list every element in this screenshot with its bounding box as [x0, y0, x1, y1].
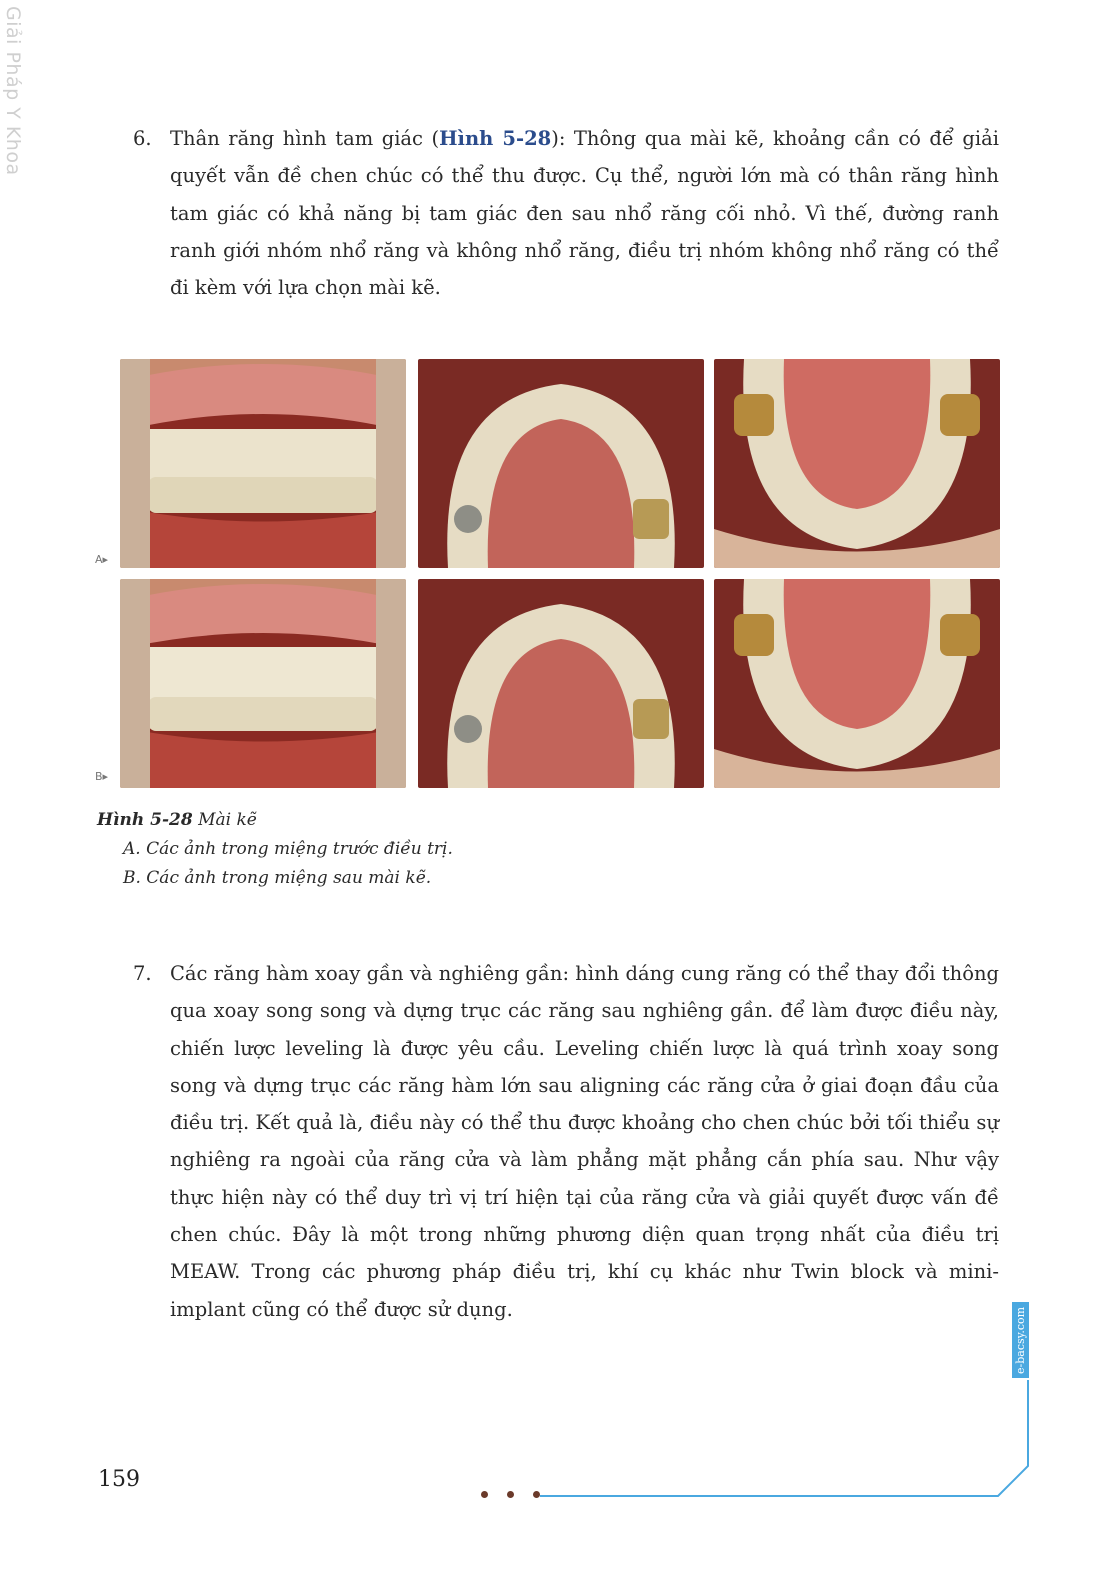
item-number: 7. — [133, 962, 152, 985]
item-body: ): Thông qua mài kẽ, khoảng cần có để giải quyết vẫn đề chen chúc có thể thu được. Cụ thể, người lớn mà có thân răng hình tam giác có khả năng bị tam giác đen sau nhổ răng cối nhỏ. Vì thế, đường ranh ranh giới nhóm nhổ răng và không nhổ răng, điều trị nhóm không nhổ răng có thể đi kèm với lựa chọn mài kẽ. — [170, 127, 999, 300]
item-text — [170, 120, 999, 306]
item-text: Các răng hàm xoay gần và nghiêng gần: hình dáng cung răng có thể thay đổi thông qua xoay song song và dựng trục các răng sau nghiêng gần. để làm được điều này, chiến lược leveling là được yêu cầu. Leveling chiến lược là quá trình xoay song song và dựng trục các răng hàm lớn sau aligning các răng cửa ở giai đoạn đầu của điều trị. Kết quả là, điều này có thể thu được khoảng cho chen chúc bởi tối thiểu sự nghiêng ra ngoài của răng cửa và làm phẳng mặt phẳng cắn phía sau. Như vậy thực hiện này có thể duy trì vị trí hiện tại của răng cửa và giải quyết được vấn đề chen chúc. Đây là một trong những phương diện quan trọng nhất của điều trị MEAW. Trong các phương pháp điều trị, khí cụ khác như Twin block và mini-implant cũng có thể được sử dụng. — [170, 962, 999, 1321]
caption-line-b: B. Các ảnh trong miệng sau mài kẽ. — [123, 868, 432, 888]
photo-a-frontal — [120, 359, 406, 568]
site-watermark: e-bacsy.com — [1012, 1302, 1029, 1378]
dot-icon — [481, 1491, 488, 1498]
photo-a-upper-occlusal — [418, 359, 704, 568]
book-title-vertical: Giải Pháp Y Khoa — [2, 6, 24, 176]
photo-b-frontal — [120, 579, 406, 788]
page-number: 159 — [98, 1467, 140, 1492]
list-item-6 — [133, 120, 999, 306]
decorative-frame-line — [540, 1380, 1040, 1510]
figure-caption — [97, 806, 453, 893]
item-number: 6. — [133, 127, 152, 150]
photo-b-upper-occlusal — [418, 579, 704, 788]
caption-text: Mài kẽ — [192, 810, 257, 830]
figure-reference-link[interactable]: Hình 5-28 — [439, 127, 552, 150]
caption-line-a: A. Các ảnh trong miệng trước điều trị. — [123, 839, 453, 859]
item-lead: Thân răng hình tam giác ( — [170, 127, 440, 150]
row-label-a: A▸ — [95, 553, 109, 566]
figure-5-28 — [95, 355, 1000, 791]
list-item-7 — [133, 955, 999, 1328]
dot-icon — [507, 1491, 514, 1498]
row-label-b: B▸ — [95, 770, 109, 783]
dot-icon — [533, 1491, 540, 1498]
caption-title: Hình 5-28 — [97, 810, 193, 830]
photo-b-lower-occlusal — [714, 579, 1000, 788]
photo-a-lower-occlusal — [714, 359, 1000, 568]
